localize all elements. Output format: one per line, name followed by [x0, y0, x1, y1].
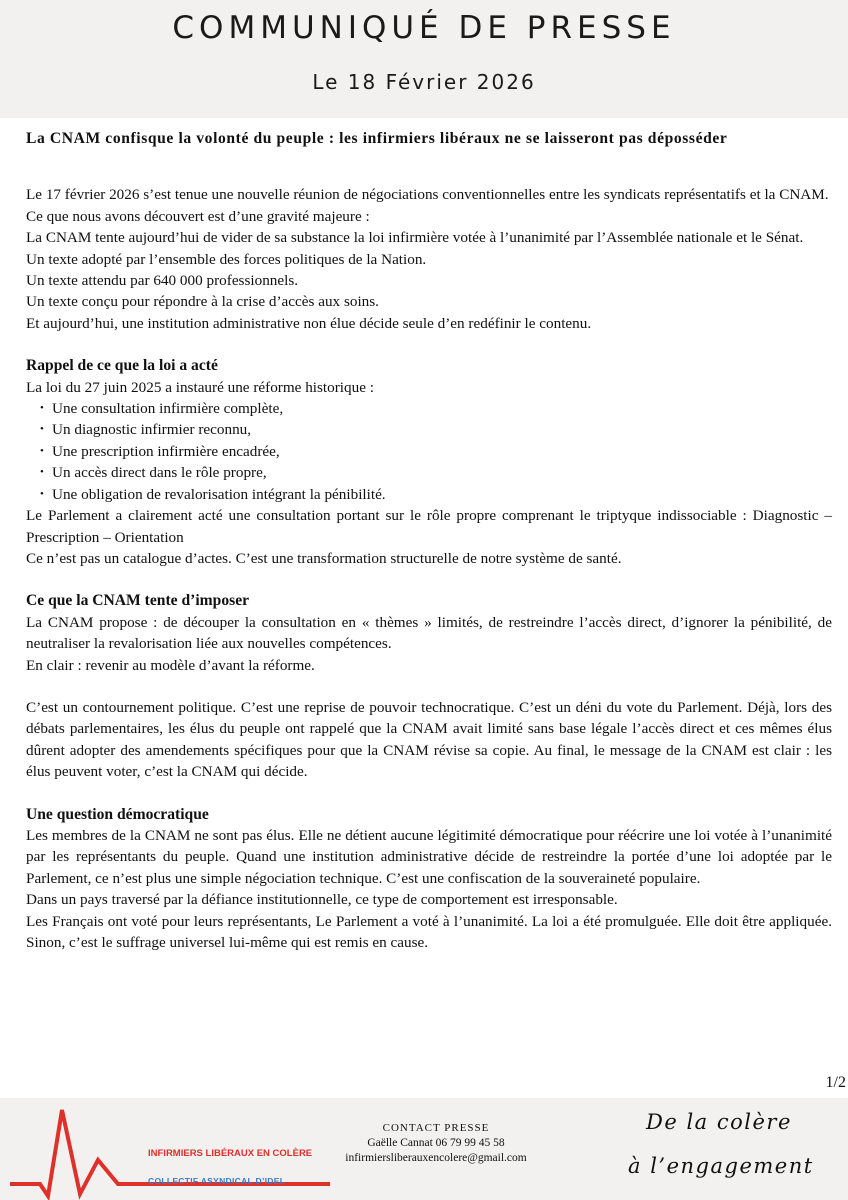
democracy-paragraph-1: Les membres de la CNAM ne sont pas élus. Elle ne détient aucune légitimité démocratique pour réécrire une loi votée à l’unanimité par les représentants du peuple. Quand une institution administrative décide de restreindre la portée d’une loi adoptée par le Parlement, ce n’est plus une simple négociation technique. C’est une confiscation de la souveraineté populaire. [26, 826, 832, 887]
section-heading-cnam: Ce que la CNAM tente d’imposer [26, 592, 250, 610]
intro-paragraph-5: Un texte attendu par 640 000 professionnels. [26, 272, 299, 290]
intro-paragraph-7: Et aujourd’hui, une institution administrative non élue décide seule d’en redéfinir le contenu. [26, 314, 592, 332]
page-number: 1/2 [825, 1074, 846, 1091]
law-lead: La loi du 27 juin 2025 a instauré une réforme historique : [26, 378, 374, 396]
cnam-paragraph-1: La CNAM propose : de découper la consultation en « thèmes » limités, de restreindre l’accès direct, d’ignorer la pénibilité, de neutraliser la revalorisation liée aux nouvelles compétences. [26, 613, 832, 653]
law-paragraph-1: Le Parlement a clairement acté une consultation portant sur le rôle propre comprenant le triptyque indissociable : Diagnostic – Prescription – Orientation [26, 507, 832, 546]
cnam-paragraph-2: En clair : revenir au modèle d’avant la réforme. [26, 656, 315, 674]
contact-email[interactable]: infirmiersliberauxencolere@gmail.com [345, 1152, 527, 1164]
cnam-paragraph-3: C’est un contournement politique. C’est une reprise de pouvoir technocratique. C’est un déni du vote du Parlement. Déjà, lors des débats parlementaires, les élus du peuple ont rappelé que la CNAM avait limité sans base légale l’accès direct et ces mêmes élus dûrent adopter des amendements spécifiques pour que la CNAM révise sa copie. Au final, le message de la CNAM est clair : les élus peuvent voter, c’est la CNAM qui décide. [26, 698, 832, 781]
tagline-line-2: à l’engagement [628, 1154, 814, 1178]
logo-title: INFIRMIERS LIBÉRAUX EN COLÈRE [148, 1148, 313, 1159]
press-release-body [26, 128, 832, 953]
tagline-line-1: De la colère [646, 1110, 792, 1134]
page-header [0, 0, 848, 118]
law-bullet-list [26, 398, 832, 505]
list-item: • Une consultation infirmière complète, [40, 398, 832, 419]
list-item: • Une prescription infirmière encadrée, [40, 441, 832, 462]
intro-paragraph-2: Ce que nous avons découvert est d’une gravité majeure : [26, 207, 370, 225]
list-item: • Une obligation de revalorisation intégrant la pénibilité. [40, 484, 832, 505]
democracy-paragraph-2: Dans un pays traversé par la défiance institutionnelle, ce type de comportement est irresponsable. [26, 891, 618, 909]
section-heading-law: Rappel de ce que la loi a acté [26, 357, 218, 375]
intro-paragraph-3: La CNAM tente aujourd’hui de vider de sa substance la loi infirmière votée à l’unanimité par l’Assemblée nationale et le Sénat. [26, 229, 804, 247]
list-item: • Un diagnostic infirmier reconnu, [40, 419, 832, 440]
document-title: COMMUNIQUÉ DE PRESSE [172, 10, 676, 46]
law-paragraph-2: Ce n’est pas un catalogue d’actes. C’est une transformation structurelle de notre système de santé. [26, 549, 622, 567]
intro-paragraph-1: Le 17 février 2026 s’est tenue une nouvelle réunion de négociations conventionnelles entre les syndicats représentatifs et la CNAM. [26, 186, 829, 204]
contact-title: CONTACT PRESSE [382, 1122, 490, 1134]
press-contact [336, 1121, 536, 1166]
document-date: Le 18 Février 2026 [312, 70, 536, 94]
democracy-paragraph-3: Les Français ont voté pour leurs représentants, Le Parlement a voté à l’unanimité. La loi a été promulguée. Elle doit être appliquée. Sinon, c’est le suffrage universel lui-même qui est remis en cause. [26, 912, 832, 951]
logo-subtitle: COLLECTIF ASYNDICAL D’IDEL [148, 1176, 286, 1186]
intro-paragraph-6: Un texte conçu pour répondre à la crise d’accès aux soins. [26, 293, 379, 311]
contact-name-phone: Gaëlle Cannat 06 79 99 45 58 [367, 1137, 505, 1149]
list-item: • Un accès direct dans le rôle propre, [40, 462, 832, 483]
section-heading-democracy: Une question démocratique [26, 805, 209, 823]
intro-paragraph-4: Un texte adopté par l’ensemble des forces politiques de la Nation. [26, 250, 427, 268]
headline: La CNAM confisque la volonté du peuple : les infirmiers libéraux ne se laisseront pas déposséder [26, 130, 728, 147]
